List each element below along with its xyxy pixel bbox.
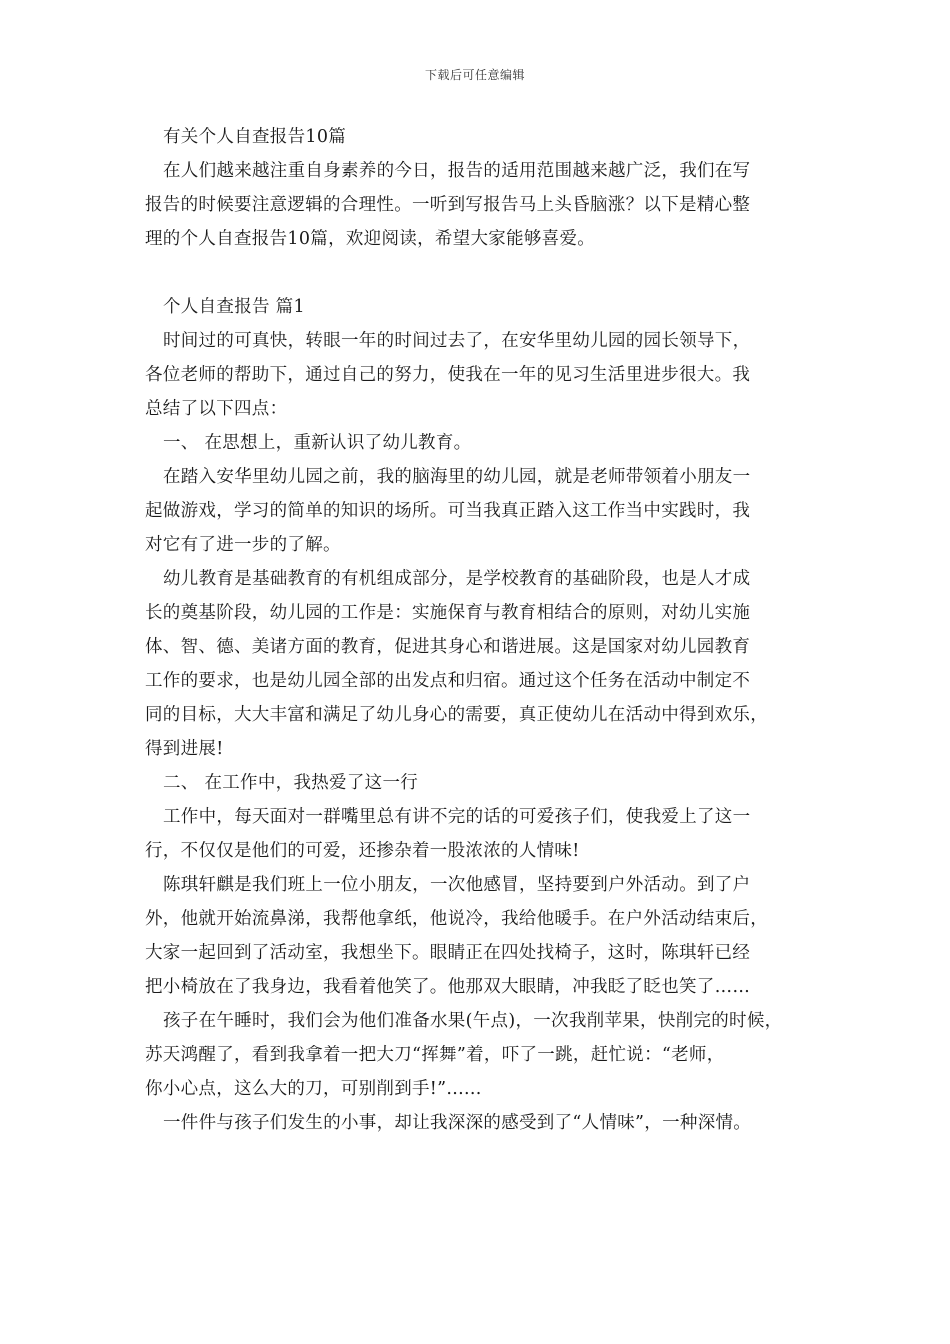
section-title: 个人自查报告 篇1 xyxy=(163,297,305,317)
paragraph-line: 苏天鸿醒了，看到我拿着一把大刀“挥舞”着，吓了一跳，赶忙说：“老师， xyxy=(145,1045,725,1065)
paragraph-line: 一件件与孩子们发生的小事，却让我深深的感受到了“人情味”，一种深情。 xyxy=(163,1113,752,1133)
paragraph-line: 长的奠基阶段，幼儿园的工作是：实施保育与教育相结合的原则，对幼儿实施 xyxy=(145,603,751,623)
document-title: 有关个人自查报告10篇 xyxy=(163,127,347,147)
paragraph-line: 你小心点，这么大的刀，可别削到手!”...... xyxy=(145,1079,482,1099)
paragraph-line: 工作的要求，也是幼儿园全部的出发点和归宿。通过这个任务在活动中制定不 xyxy=(145,671,751,691)
paragraph-line: 行，不仅仅是他们的可爱，还掺杂着一股浓浓的人情味! xyxy=(145,841,580,861)
paragraph-line: 时间过的可真快，转眼一年的时间过去了，在安华里幼儿园的园长领导下， xyxy=(163,331,751,351)
paragraph-line: 外，他就开始流鼻涕，我帮他拿纸，他说冷，我给他暖手。在户外活动结束后， xyxy=(145,909,768,929)
paragraph-line: 把小椅放在了我身边，我看着他笑了。他那双大眼睛，冲我眨了眨也笑了…… xyxy=(145,977,751,997)
paragraph-line: 总结了以下四点： xyxy=(145,399,288,419)
paragraph-line: 孩子在午睡时，我们会为他们准备水果(午点)，一次我削苹果，快削完的时候， xyxy=(163,1011,783,1031)
blank-line xyxy=(145,256,825,290)
intro-line: 在人们越来越注重自身素养的今日，报告的适用范围越来越广泛，我们在写 xyxy=(163,161,751,181)
paragraph-line: 同的目标，大大丰富和满足了幼儿身心的需要，真正使幼儿在活动中得到欢乐， xyxy=(145,705,768,725)
paragraph-line: 大家一起回到了活动室，我想坐下。眼睛正在四处找椅子，这时，陈琪轩已经 xyxy=(145,943,751,963)
paragraph-line: 幼儿教育是基础教育的有机组成部分，是学校教育的基础阶段，也是人才成 xyxy=(163,569,751,589)
paragraph-line: 对它有了进一步的了解。 xyxy=(145,535,341,555)
paragraph-line: 得到进展! xyxy=(145,739,224,759)
document-body xyxy=(145,120,825,1140)
intro-line: 理的个人自查报告10篇，欢迎阅读，希望大家能够喜爱。 xyxy=(145,229,596,249)
point-heading: 二、 在工作中，我热爱了这一行 xyxy=(163,773,419,793)
paragraph-line: 在踏入安华里幼儿园之前，我的脑海里的幼儿园，就是老师带领着小朋友一 xyxy=(163,467,751,487)
paragraph-line: 体、智、德、美诸方面的教育，促进其身心和谐进展。这是国家对幼儿园教育 xyxy=(145,637,751,657)
point-heading: 一、 在思想上，重新认识了幼儿教育。 xyxy=(163,433,472,453)
paragraph-line: 各位老师的帮助下，通过自己的努力，使我在一年的见习生活里进步很大。我 xyxy=(145,365,751,385)
intro-line: 报告的时候要注意逻辑的合理性。一听到写报告马上头昏脑涨？以下是精心整 xyxy=(145,195,751,215)
header-note: 下载后可任意编辑 xyxy=(424,68,525,82)
paragraph-line: 起做游戏，学习的简单的知识的场所。可当我真正踏入这工作当中实践时，我 xyxy=(145,501,751,521)
paragraph-line: 陈琪轩麒是我们班上一位小朋友，一次他感冒，坚持要到户外活动。到了户 xyxy=(163,875,751,895)
paragraph-line: 工作中，每天面对一群嘴里总有讲不完的话的可爱孩子们，使我爱上了这一 xyxy=(163,807,751,827)
